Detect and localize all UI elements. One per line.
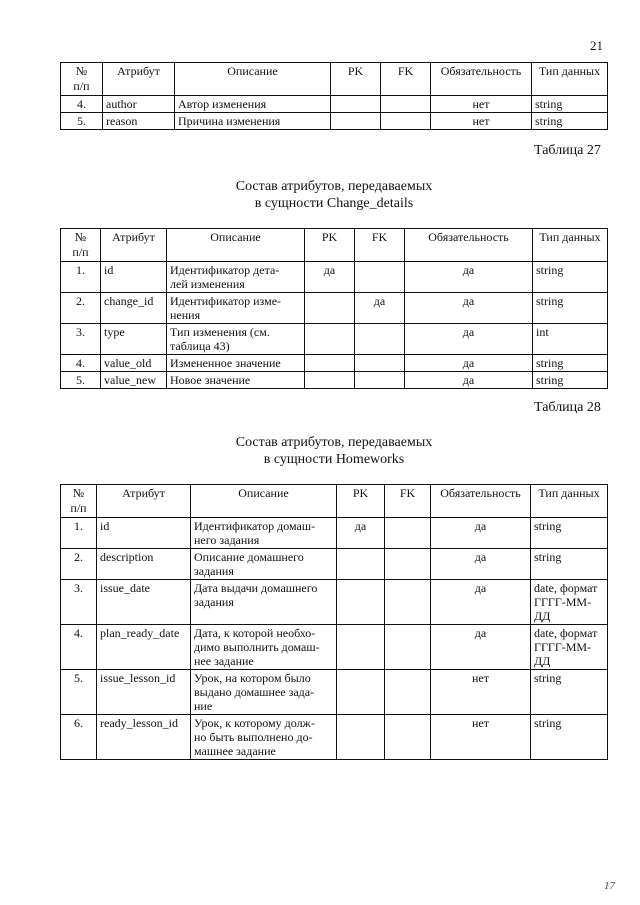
- page-number: 21: [590, 38, 603, 53]
- table-27-caption: [184, 178, 484, 212]
- row-type: string: [533, 262, 608, 293]
- row-description: Измененное значение: [167, 355, 305, 372]
- row-attribute: ready_lesson_id: [97, 715, 191, 760]
- row-pk: [305, 372, 355, 389]
- header-attribute: Атрибут: [97, 485, 191, 518]
- row-description: Идентификатор домаш- него задания: [191, 518, 337, 549]
- table-row: [61, 262, 608, 293]
- row-required: нет: [431, 113, 532, 130]
- row-required: да: [405, 324, 533, 355]
- row-pk: да: [337, 518, 385, 549]
- row-type: string: [533, 355, 608, 372]
- table-row: [61, 113, 608, 130]
- header-description: Описание: [175, 63, 331, 96]
- row-description: Урок, к которому долж- но быть выполнено до- машнее задание: [191, 715, 337, 760]
- row-required: да: [431, 518, 531, 549]
- row-attribute: description: [97, 549, 191, 580]
- row-description: Дата выдачи домашнего задания: [191, 580, 337, 625]
- table-27-label: Таблица 27: [534, 143, 601, 158]
- row-num: 3.: [61, 580, 97, 625]
- row-num: 5.: [61, 670, 97, 715]
- row-fk: [385, 715, 431, 760]
- row-description: Автор изменения: [175, 96, 331, 113]
- row-description: Идентификатор изме- нения: [167, 293, 305, 324]
- row-attribute: plan_ready_date: [97, 625, 191, 670]
- header-pk: PK: [337, 485, 385, 518]
- row-attribute: author: [103, 96, 175, 113]
- table-row: [61, 549, 608, 580]
- table-row: [61, 518, 608, 549]
- header-fk: FK: [385, 485, 431, 518]
- row-type: date, формат ГГГГ-ММ- ДД: [531, 580, 608, 625]
- row-num: 6.: [61, 715, 97, 760]
- table-27-caption-line1: Состав атрибутов, передаваемых: [235, 179, 433, 194]
- row-type: string: [531, 670, 608, 715]
- header-attribute: Атрибут: [101, 229, 167, 262]
- row-fk: [385, 670, 431, 715]
- row-num: 4.: [61, 625, 97, 670]
- row-required: нет: [431, 670, 531, 715]
- row-attribute: id: [101, 262, 167, 293]
- header-description: Описание: [167, 229, 305, 262]
- row-num: 5.: [61, 372, 101, 389]
- handwritten-page-mark: 17: [604, 880, 615, 892]
- table-row: [61, 324, 608, 355]
- table-27-caption-line2: в сущности Change_details: [254, 196, 414, 211]
- row-required: да: [405, 355, 533, 372]
- row-required: нет: [431, 715, 531, 760]
- header-type: Тип данных: [532, 63, 608, 96]
- row-attribute: value_new: [101, 372, 167, 389]
- row-pk: [337, 549, 385, 580]
- row-attribute: id: [97, 518, 191, 549]
- row-fk: [385, 625, 431, 670]
- table-row: [61, 293, 608, 324]
- row-pk: да: [305, 262, 355, 293]
- row-description: Идентификатор дета- лей изменения: [167, 262, 305, 293]
- row-required: нет: [431, 96, 532, 113]
- row-num: 5.: [61, 113, 103, 130]
- row-required: да: [405, 372, 533, 389]
- row-type: string: [531, 715, 608, 760]
- table-header: [61, 485, 608, 518]
- row-fk: [385, 580, 431, 625]
- row-pk: [337, 715, 385, 760]
- table-header: [61, 63, 608, 96]
- row-fk: [355, 262, 405, 293]
- row-type: string: [531, 549, 608, 580]
- table-row: [61, 372, 608, 389]
- row-fk: [385, 518, 431, 549]
- table-row: [61, 580, 608, 625]
- row-required: да: [431, 549, 531, 580]
- row-attribute: change_id: [101, 293, 167, 324]
- row-num: 1.: [61, 518, 97, 549]
- row-num: 3.: [61, 324, 101, 355]
- row-required: да: [431, 625, 531, 670]
- row-num: 1.: [61, 262, 101, 293]
- row-num: 2.: [61, 549, 97, 580]
- table-28-caption: [184, 434, 484, 468]
- row-type: string: [532, 96, 608, 113]
- row-type: date, формат ГГГГ-ММ- ДД: [531, 625, 608, 670]
- row-fk: [355, 372, 405, 389]
- header-num: № п/п: [61, 485, 97, 518]
- header-type: Тип данных: [531, 485, 608, 518]
- row-type: string: [533, 372, 608, 389]
- header-attribute: Атрибут: [103, 63, 175, 96]
- header-pk: PK: [305, 229, 355, 262]
- table-row: [61, 670, 608, 715]
- row-required: да: [405, 262, 533, 293]
- row-attribute: value_old: [101, 355, 167, 372]
- row-fk: [385, 549, 431, 580]
- row-description: Описание домашнего задания: [191, 549, 337, 580]
- table-28-label: Таблица 28: [534, 400, 601, 415]
- row-pk: [331, 113, 381, 130]
- row-pk: [337, 670, 385, 715]
- row-num: 4.: [61, 355, 101, 372]
- row-description: Тип изменения (см. таблица 43): [167, 324, 305, 355]
- table-28-homeworks: [60, 484, 608, 760]
- row-required: да: [431, 580, 531, 625]
- row-attribute: type: [101, 324, 167, 355]
- header-fk: FK: [355, 229, 405, 262]
- row-fk: [381, 113, 431, 130]
- row-type: string: [532, 113, 608, 130]
- table-header: [61, 229, 608, 262]
- header-description: Описание: [191, 485, 337, 518]
- header-required: Обязательность: [431, 63, 532, 96]
- table-row: [61, 715, 608, 760]
- row-type: string: [533, 293, 608, 324]
- row-pk: [305, 355, 355, 372]
- table-28-caption-line2: в сущности Homeworks: [263, 452, 405, 467]
- row-pk: [305, 293, 355, 324]
- table-row: [61, 96, 608, 113]
- row-pk: [337, 580, 385, 625]
- row-fk: [381, 96, 431, 113]
- table-row: [61, 625, 608, 670]
- row-description: Новое значение: [167, 372, 305, 389]
- row-required: да: [405, 293, 533, 324]
- row-attribute: issue_date: [97, 580, 191, 625]
- row-description: Причина изменения: [175, 113, 331, 130]
- row-num: 2.: [61, 293, 101, 324]
- table-28-caption-line1: Состав атрибутов, передаваемых: [235, 435, 433, 450]
- header-required: Обязательность: [405, 229, 533, 262]
- row-attribute: issue_lesson_id: [97, 670, 191, 715]
- header-type: Тип данных: [533, 229, 608, 262]
- row-pk: [331, 96, 381, 113]
- row-fk: [355, 324, 405, 355]
- table-row: [61, 355, 608, 372]
- header-num: № п/п: [61, 229, 101, 262]
- row-fk: да: [355, 293, 405, 324]
- row-type: int: [533, 324, 608, 355]
- header-num: № п/п: [61, 63, 103, 96]
- row-pk: [305, 324, 355, 355]
- attributes-table-continued: [60, 62, 608, 130]
- row-fk: [355, 355, 405, 372]
- row-description: Урок, на котором было выдано домашнее зада- ние: [191, 670, 337, 715]
- row-attribute: reason: [103, 113, 175, 130]
- row-type: string: [531, 518, 608, 549]
- row-num: 4.: [61, 96, 103, 113]
- header-pk: PK: [331, 63, 381, 96]
- row-pk: [337, 625, 385, 670]
- table-27-change-details: [60, 228, 608, 389]
- header-fk: FK: [381, 63, 431, 96]
- header-required: Обязательность: [431, 485, 531, 518]
- row-description: Дата, к которой необхо- димо выполнить домаш- нее задание: [191, 625, 337, 670]
